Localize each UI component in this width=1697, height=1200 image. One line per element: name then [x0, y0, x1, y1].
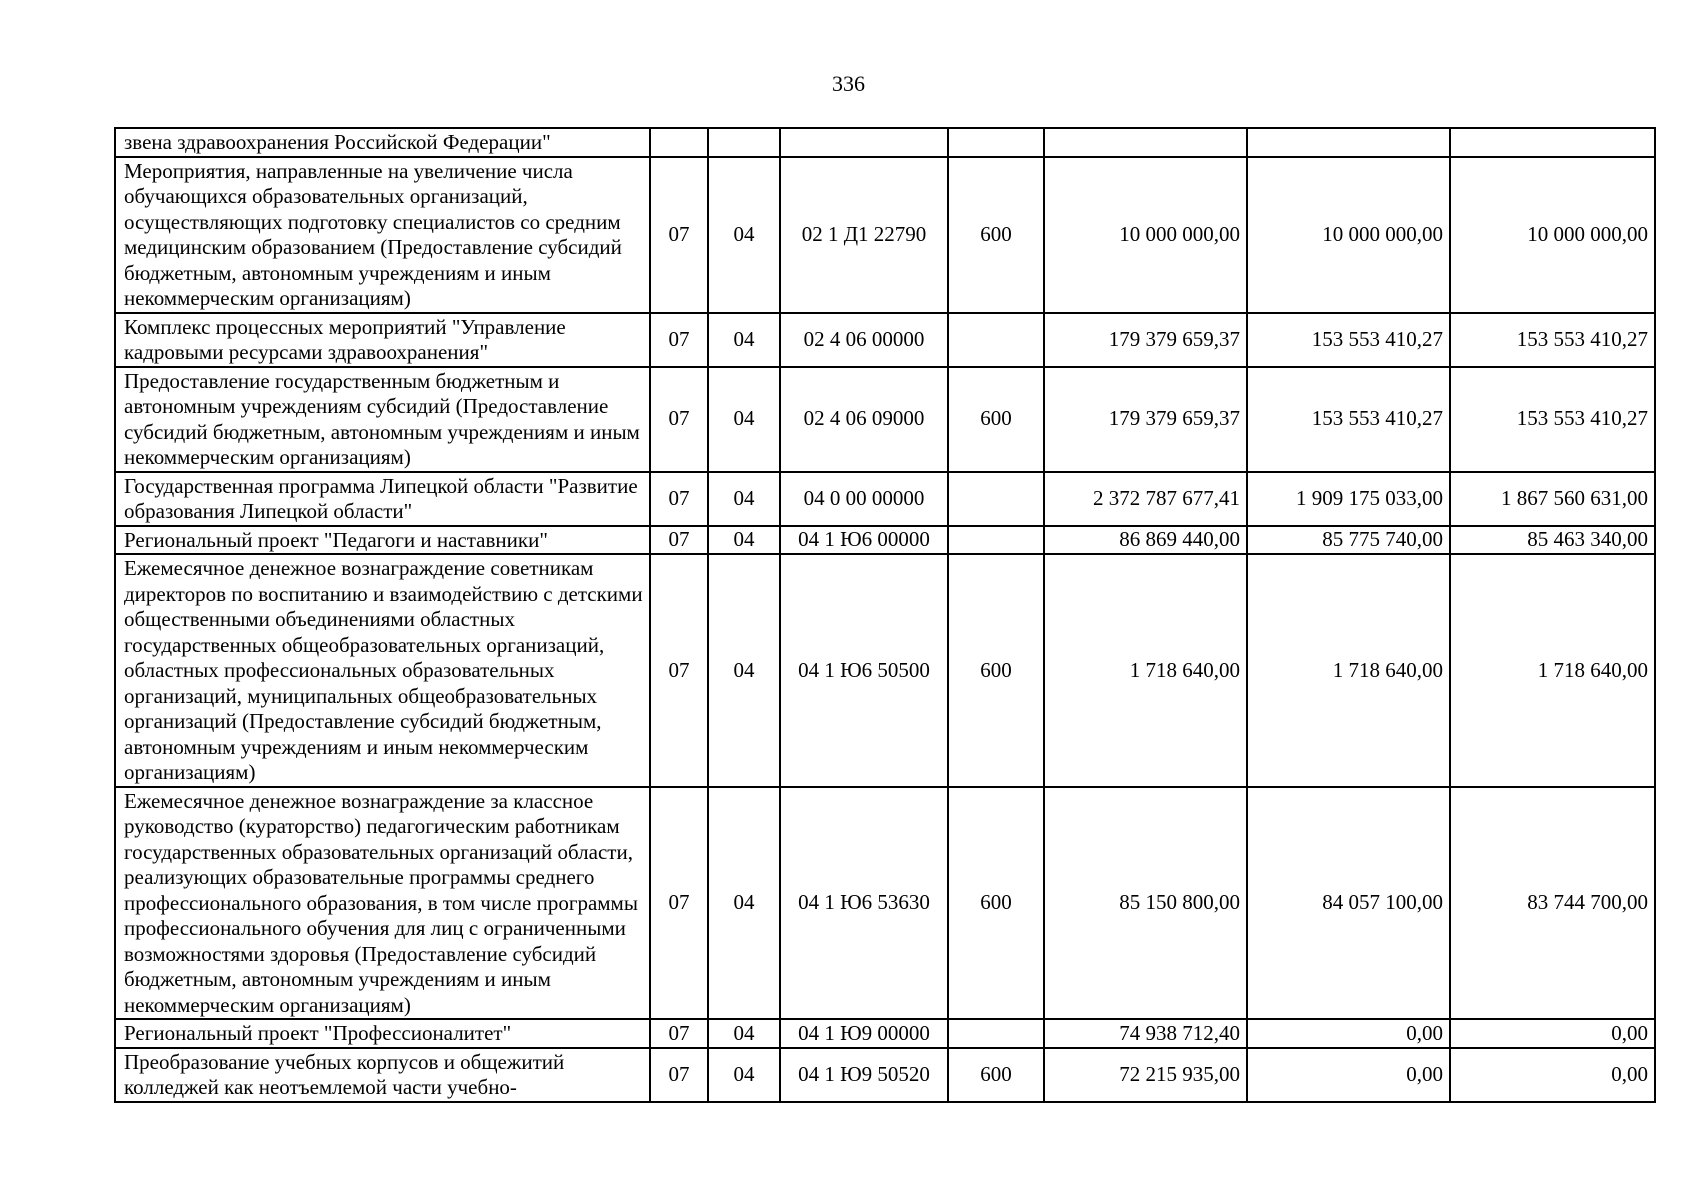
- subsection-code-cell: 04: [708, 367, 780, 472]
- subsection-code-cell: 04: [708, 526, 780, 555]
- amount-year-1-cell: 86 869 440,00: [1044, 526, 1247, 555]
- section-code-cell: 07: [650, 787, 708, 1020]
- expense-type-cell: 600: [948, 367, 1044, 472]
- amount-year-2-cell: [1247, 128, 1450, 157]
- row-name-cell: Региональный проект "Профессионалитет": [115, 1019, 650, 1048]
- subsection-code-cell: 04: [708, 554, 780, 787]
- row-name-cell: Региональный проект "Педагоги и наставники": [115, 526, 650, 555]
- target-article-cell: 02 1 Д1 22790: [780, 157, 948, 313]
- target-article-cell: [780, 128, 948, 157]
- table-row: [115, 472, 1655, 526]
- row-name-cell: Мероприятия, направленные на увеличение числа обучающихся образовательных организаций, осуществляющих подготовку специалистов со средним медицинским образованием (Предоставление субсидий бюджетным, автономным учреждениям и иным некоммерческим организациям): [115, 157, 650, 313]
- target-article-cell: 02 4 06 00000: [780, 313, 948, 367]
- target-article-cell: 04 1 Ю6 53630: [780, 787, 948, 1020]
- amount-year-2-cell: 85 775 740,00: [1247, 526, 1450, 555]
- amount-year-2-cell: 153 553 410,27: [1247, 367, 1450, 472]
- table-row: [115, 367, 1655, 472]
- table-row: [115, 1048, 1655, 1102]
- section-code-cell: 07: [650, 526, 708, 555]
- amount-year-3-cell: 83 744 700,00: [1450, 787, 1655, 1020]
- amount-year-3-cell: 153 553 410,27: [1450, 367, 1655, 472]
- subsection-code-cell: 04: [708, 313, 780, 367]
- amount-year-3-cell: 85 463 340,00: [1450, 526, 1655, 555]
- table-row: [115, 157, 1655, 313]
- amount-year-2-cell: 153 553 410,27: [1247, 313, 1450, 367]
- subsection-code-cell: 04: [708, 472, 780, 526]
- target-article-cell: 04 1 Ю9 00000: [780, 1019, 948, 1048]
- row-name-cell: Преобразование учебных корпусов и общежитий колледжей как неотъемлемой части учебно-: [115, 1048, 650, 1102]
- expense-type-cell: [948, 472, 1044, 526]
- target-article-cell: 04 0 00 00000: [780, 472, 948, 526]
- amount-year-2-cell: 0,00: [1247, 1019, 1450, 1048]
- expense-type-cell: [948, 128, 1044, 157]
- amount-year-1-cell: 179 379 659,37: [1044, 313, 1247, 367]
- row-name-cell: Ежемесячное денежное вознаграждение за классное руководство (кураторство) педагогическим работникам государственных образовательных организаций области, реализующих образовательные программы среднего профессионального образования, в том числе программы профессионального обучения для лиц с ограниченными возможностями здоровья (Предоставление субсидий бюджетным, автономным учреждениям и иным некоммерческим организациям): [115, 787, 650, 1020]
- expense-type-cell: 600: [948, 157, 1044, 313]
- section-code-cell: 07: [650, 313, 708, 367]
- amount-year-3-cell: 0,00: [1450, 1048, 1655, 1102]
- budget-table: [114, 127, 1656, 1103]
- row-name-cell: Ежемесячное денежное вознаграждение советникам директоров по воспитанию и взаимодействию с детскими общественными объединениями областных государственных общеобразовательных организаций, областных профессиональных образовательных организаций, муниципальных общеобразовательных организаций (Предоставление субсидий бюджетным, автономным учреждениям и иным некоммерческим организациям): [115, 554, 650, 787]
- table-row: [115, 554, 1655, 787]
- row-name-cell: Предоставление государственным бюджетным и автономным учреждениям субсидий (Предоставление субсидий бюджетным, автономным учреждениям и иным некоммерческим организациям): [115, 367, 650, 472]
- subsection-code-cell: 04: [708, 1019, 780, 1048]
- amount-year-2-cell: 0,00: [1247, 1048, 1450, 1102]
- expense-type-cell: 600: [948, 1048, 1044, 1102]
- section-code-cell: 07: [650, 367, 708, 472]
- budget-table-body: [115, 128, 1655, 1102]
- table-row: [115, 313, 1655, 367]
- section-code-cell: 07: [650, 1019, 708, 1048]
- table-row: [115, 787, 1655, 1020]
- target-article-cell: 02 4 06 09000: [780, 367, 948, 472]
- amount-year-1-cell: 10 000 000,00: [1044, 157, 1247, 313]
- subsection-code-cell: [708, 128, 780, 157]
- amount-year-3-cell: 1 867 560 631,00: [1450, 472, 1655, 526]
- amount-year-1-cell: 179 379 659,37: [1044, 367, 1247, 472]
- amount-year-2-cell: 1 909 175 033,00: [1247, 472, 1450, 526]
- amount-year-1-cell: 72 215 935,00: [1044, 1048, 1247, 1102]
- target-article-cell: 04 1 Ю6 50500: [780, 554, 948, 787]
- subsection-code-cell: 04: [708, 1048, 780, 1102]
- page-number: 336: [832, 71, 865, 96]
- amount-year-3-cell: [1450, 128, 1655, 157]
- row-name-cell: звена здравоохранения Российской Федерации": [115, 128, 650, 157]
- subsection-code-cell: 04: [708, 157, 780, 313]
- expense-type-cell: 600: [948, 554, 1044, 787]
- section-code-cell: 07: [650, 554, 708, 787]
- section-code-cell: 07: [650, 472, 708, 526]
- table-row: [115, 128, 1655, 157]
- amount-year-1-cell: 74 938 712,40: [1044, 1019, 1247, 1048]
- amount-year-2-cell: 10 000 000,00: [1247, 157, 1450, 313]
- expense-type-cell: [948, 526, 1044, 555]
- expense-type-cell: [948, 313, 1044, 367]
- amount-year-1-cell: 85 150 800,00: [1044, 787, 1247, 1020]
- amount-year-1-cell: 1 718 640,00: [1044, 554, 1247, 787]
- section-code-cell: 07: [650, 157, 708, 313]
- amount-year-3-cell: 0,00: [1450, 1019, 1655, 1048]
- amount-year-1-cell: 2 372 787 677,41: [1044, 472, 1247, 526]
- row-name-cell: Комплекс процессных мероприятий "Управление кадровыми ресурсами здравоохранения": [115, 313, 650, 367]
- table-row: [115, 1019, 1655, 1048]
- row-name-cell: Государственная программа Липецкой области "Развитие образования Липецкой области": [115, 472, 650, 526]
- amount-year-1-cell: [1044, 128, 1247, 157]
- amount-year-2-cell: 84 057 100,00: [1247, 787, 1450, 1020]
- amount-year-3-cell: 153 553 410,27: [1450, 313, 1655, 367]
- section-code-cell: 07: [650, 1048, 708, 1102]
- amount-year-2-cell: 1 718 640,00: [1247, 554, 1450, 787]
- amount-year-3-cell: 1 718 640,00: [1450, 554, 1655, 787]
- target-article-cell: 04 1 Ю6 00000: [780, 526, 948, 555]
- expense-type-cell: [948, 1019, 1044, 1048]
- target-article-cell: 04 1 Ю9 50520: [780, 1048, 948, 1102]
- section-code-cell: [650, 128, 708, 157]
- expense-type-cell: 600: [948, 787, 1044, 1020]
- subsection-code-cell: 04: [708, 787, 780, 1020]
- amount-year-3-cell: 10 000 000,00: [1450, 157, 1655, 313]
- table-row: [115, 526, 1655, 555]
